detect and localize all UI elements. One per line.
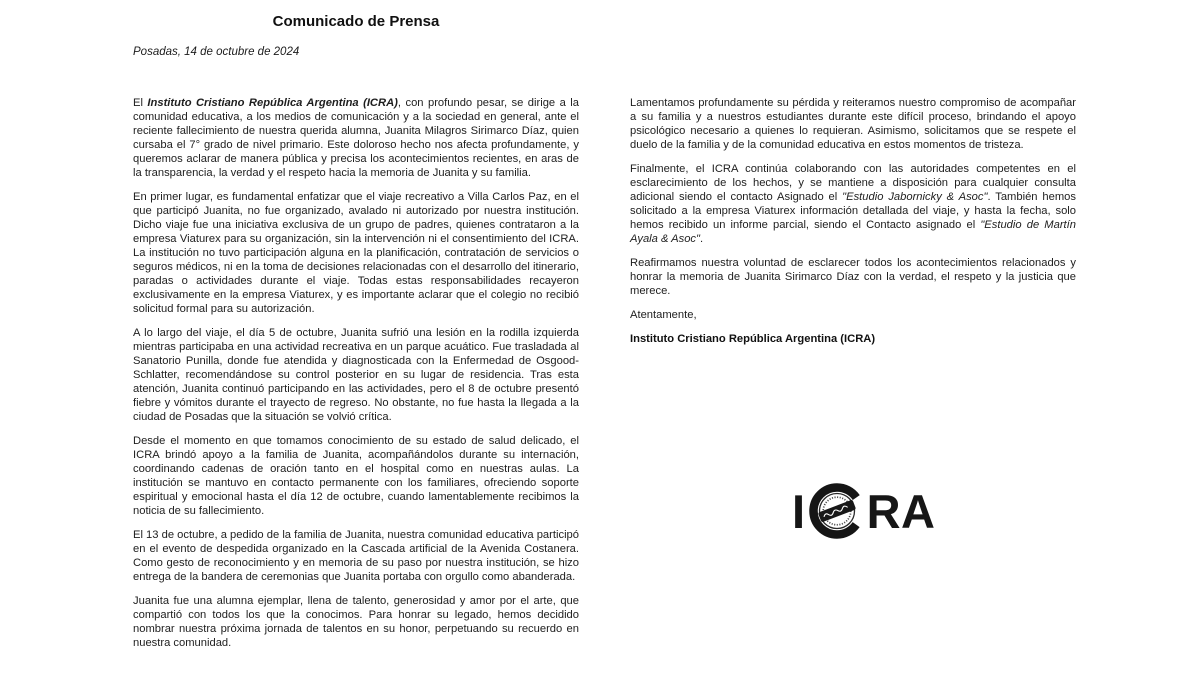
logo-letters-ra: RA [866, 484, 936, 538]
paragraph-legal-contacts [630, 162, 1076, 246]
dateline: Posadas, 14 de octubre de 2024 [133, 46, 300, 58]
text-segment: . [700, 233, 704, 245]
paragraph-commitment: Reafirmamos nuestra voluntad de esclarecer todos los acontecimientos relacionados y honrar la memoria de Juanita Sirimarco Díaz con la verdad, el respeto y la justicia que merece. [630, 257, 1076, 297]
right-column [630, 96, 1076, 356]
text-segment: El [133, 97, 148, 109]
paragraph-farewell-event: El 13 de octubre, a pedido de la familia de Juanita, nuestra comunidad educativa participó en el evento de despedida organizado en la Cascada artificial de la Avenida Costanera. Como gesto de reconocimiento y en memoria de su paso por nuestra institución, se hizo entrega de la bandera de ceremonias que Juanita portaba con orgullo como abanderada. [133, 529, 579, 583]
institution-name-emphasis: Instituto Cristiano República Argentina (ICRA) [147, 97, 398, 109]
signature-line: Instituto Cristiano República Argentina (ICRA) [630, 333, 876, 345]
logo-letter-i: I [792, 484, 806, 538]
paragraph-injury-timeline: A lo largo del viaje, el día 5 de octubre, Juanita sufrió una lesión en la rodilla izquierda mientras participaba en una actividad recreativa en un parque acuático. Fue trasladada al Sanatorio Punilla, donde fue atendida y diagnosticada con la Enfermedad de Osgood-Schlatter, recomendándose su control posterior en su lugar de residencia. Tras esta atención, Juanita continuó participando en las actividades, pero el 8 de octubre presentó fiebre y vómitos durante el trayecto de regreso. No obstante, no fue hasta la llegada a la ciudad de Posadas que la situación se volvió crítica. [133, 327, 579, 423]
text-segment: , con profundo pesar, se dirige a la comunidad educativa, a los medios de comunicación y a la sociedad en general, ante el reciente fallecimiento de nuestra querida alumna, Juanita Milagros Sirimarco Díaz, quien cursaba el 7° grado de nivel primario. Este doloroso hecho nos afecta profundamente, y queremos aclarar de manera pública y precisa los acontecimientos recientes, en aras de la transparencia, la verdad y el respeto hacia la memoria de Juanita y su familia. [133, 97, 580, 179]
left-column [133, 96, 579, 660]
icra-logo [792, 479, 935, 543]
paragraph-intro [133, 96, 579, 180]
paragraph-condolences: Lamentamos profundamente su pérdida y reiteramos nuestro compromiso de acompañar a su familia y a nuestros estudiantes durante este difícil proceso, brindando el apoyo psicológico necesario a quienes lo requieran. Asimismo, solicitamos que se respete el duelo de la familia y de la comunidad educativa en estos momentos de tristeza. [630, 97, 1076, 151]
law-firm-name: "Estudio Jabornicky & Asoc" [842, 191, 988, 203]
paragraph-trip-clarification: En primer lugar, es fundamental enfatizar que el viaje recreativo a Villa Carlos Paz, en el que participó Juanita, no fue organizado, avalado ni autorizado por nuestra institución. Dicho viaje fue una iniciativa exclusiva de un grupo de padres, quienes contrataron a la empresa Viaturex para su organización, sin la intervención ni el consentimiento del ICRA. La institución no tuvo participación alguna en la planificación, contratación de servicios o seguros médicos, ni en la toma de decisiones relacionadas con el desarrollo del itinerario, paradas o actividades durante el viaje. Todas estas responsabilidades recayeron exclusivamente en la empresa Viaturex, y es importante aclarar que el colegio no recibió solicitud formal para su autorización. [133, 191, 579, 315]
closing-salutation: Atentamente, [630, 309, 697, 321]
icra-seal-icon [806, 480, 868, 542]
text-segment: Finalmente, el ICRA continúa colaborando con las autoridades competentes en el esclarecimiento de los hechos, y se mantiene a disposición para cualquier consulta adicional siendo el contacto Asignado el [630, 163, 1076, 203]
law-firm-name: "Estudio de Martín Ayala & Asoc" [630, 219, 1076, 245]
page-title: Comunicado de Prensa [272, 13, 440, 30]
paragraph-support-given: Desde el momento en que tomamos conocimiento de su estado de salud delicado, el ICRA brindó apoyo a la familia de Juanita, acompañándolos durante su internación, coordinando cadenas de oración tanto en el hospital como en nuestras aulas. La institución se mantuvo en contacto permanente con los familiares, ofreciendo soporte espiritual y emocional hasta el día 12 de octubre, cuando lamentablemente recibimos la noticia de su fallecimiento. [133, 435, 579, 517]
paragraph-tribute: Juanita fue una alumna ejemplar, llena de talento, generosidad y amor por el arte, que compartió con todos los que la conocimos. Para honrar su legado, hemos decidido nombrar nuestra próxima jornada de talentos en su honor, perpetuando su recuerdo en nuestra comunidad. [133, 595, 579, 649]
text-segment: . También hemos solicitado a la empresa Viaturex información detallada del viaje, y hasta la fecha, solo hemos recibido un informe parcial, siendo el Contacto asignado el [630, 191, 1076, 231]
